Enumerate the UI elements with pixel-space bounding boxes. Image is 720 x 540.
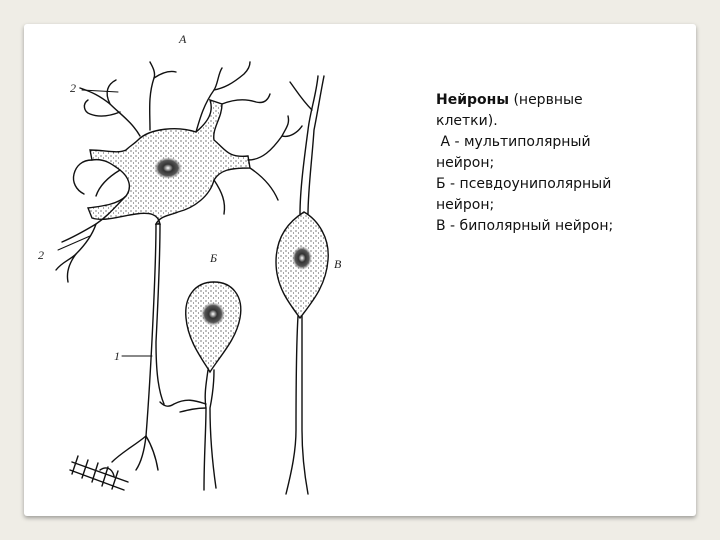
pseudounipolar-nucleus bbox=[201, 302, 225, 326]
caption-block bbox=[436, 90, 686, 237]
caption-line-4: нейрон; bbox=[436, 155, 495, 171]
caption-line-3: А - мультиполярный bbox=[436, 134, 591, 150]
label-1: 1 bbox=[114, 349, 120, 363]
label-b: Б bbox=[210, 251, 218, 265]
caption-line-5: Б - псевдоуниполярный bbox=[436, 176, 612, 192]
caption-line-6: нейрон; bbox=[436, 197, 495, 213]
label-2-top: 2 bbox=[70, 81, 76, 95]
pseudounipolar-neuron bbox=[160, 282, 241, 490]
pseudounipolar-soma bbox=[186, 282, 241, 372]
caption-title: Нейроны bbox=[436, 92, 509, 108]
multipolar-neuron bbox=[56, 62, 302, 490]
caption-title-rest: (нервные bbox=[509, 92, 583, 108]
caption-title-line bbox=[436, 90, 686, 111]
bipolar-nucleus bbox=[292, 246, 312, 270]
multipolar-nucleus bbox=[154, 157, 182, 179]
motor-end-plate bbox=[70, 456, 128, 490]
bipolar-neuron bbox=[276, 76, 328, 494]
label-v: В bbox=[334, 257, 342, 271]
caption-line-7: В - биполярный нейрон; bbox=[436, 218, 614, 234]
caption-line-2: клетки). bbox=[436, 113, 498, 129]
label-2-bottom: 2 bbox=[38, 248, 44, 262]
label-a: А bbox=[179, 32, 187, 46]
